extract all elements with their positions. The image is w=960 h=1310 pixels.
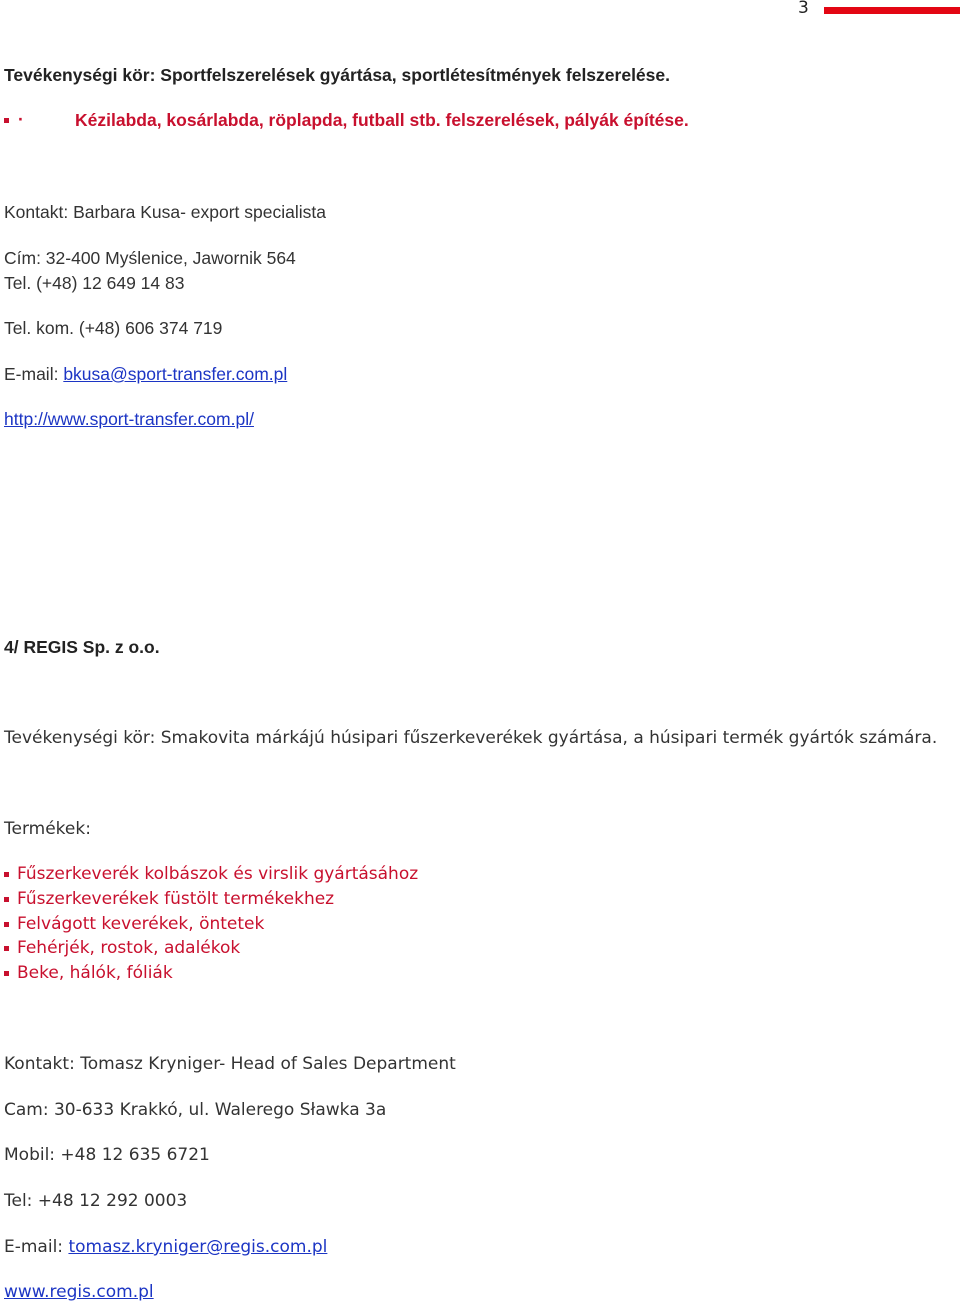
section4-email-line [4,1237,327,1257]
bullet-square-icon [4,922,9,927]
email-label: E-mail: [4,1237,69,1257]
product-text: Felvágott keverékek, öntetek [17,914,265,934]
email-label: E-mail: [4,364,64,384]
section3-email-link[interactable]: bkusa@sport-transfer.com.pl [63,364,288,384]
section3-contact: Kontakt: Barbara Kusa- export specialista [4,202,326,222]
product-list-item [4,938,504,960]
section3-address: Cím: 32-400 Myślenice, Jawornik 564 [4,248,296,268]
product-list-item [4,963,504,985]
section4-contact: Kontakt: Tomasz Kryniger- Head of Sales Department [4,1054,456,1074]
section3-bullet-row [4,109,689,132]
section4-products-label: Termékek: [4,819,91,839]
header-accent-bar [824,7,960,14]
product-list-item [4,889,504,911]
bullet-square-icon [4,872,9,877]
product-text: Fűszerkeverék kolbászok és virslik gyártásához [17,864,419,884]
product-text: Beke, hálók, fóliák [17,963,173,983]
product-list-item [4,914,504,936]
bullet-square-icon [4,946,9,951]
section4-website-link[interactable]: www.regis.com.pl [4,1282,154,1302]
section4-mobile: Mobil: +48 12 635 6721 [4,1145,210,1165]
bullet-dot: · [18,109,24,129]
section3-mobile: Tel. kom. (+48) 606 374 719 [4,318,223,338]
section3-website-line [4,409,254,430]
section4-address: Cam: 30-633 Krakkó, ul. Walerego Sławka 3a [4,1100,387,1120]
section4-tel: Tel: +48 12 292 0003 [4,1191,188,1211]
section3-tel: Tel. (+48) 12 649 14 83 [4,273,185,293]
section3-email-line [4,364,287,385]
section4-email-link[interactable]: tomasz.kryniger@regis.com.pl [68,1237,328,1257]
bullet-square-icon [4,971,9,976]
product-text: Fűszerkeverékek füstölt termékekhez [17,889,335,909]
product-list-item [4,864,504,886]
section3-bullet-text: Kézilabda, kosárlabda, röplapda, futball stb. felszerelések, pályák építése. [75,110,689,130]
bullet-square-icon [4,118,9,123]
section3-activity: Tevékenységi kör: Sportfelszerelések gyártása, sportlétesítmények felszerelése. [4,65,670,85]
product-text: Fehérjék, rostok, adalékok [17,938,241,958]
section4-heading: 4/ REGIS Sp. z o.o. [4,637,160,657]
page-number: 3 [798,0,809,18]
section4-activity: Tevékenységi kör: Smakovita márkájú húsipari fűszerkeverékek gyártása, a húsipari termék gyártók számára. [4,728,938,748]
bullet-square-icon [4,897,9,902]
section3-website-link[interactable]: http://www.sport-transfer.com.pl/ [4,409,254,429]
section4-website-line [4,1282,154,1302]
